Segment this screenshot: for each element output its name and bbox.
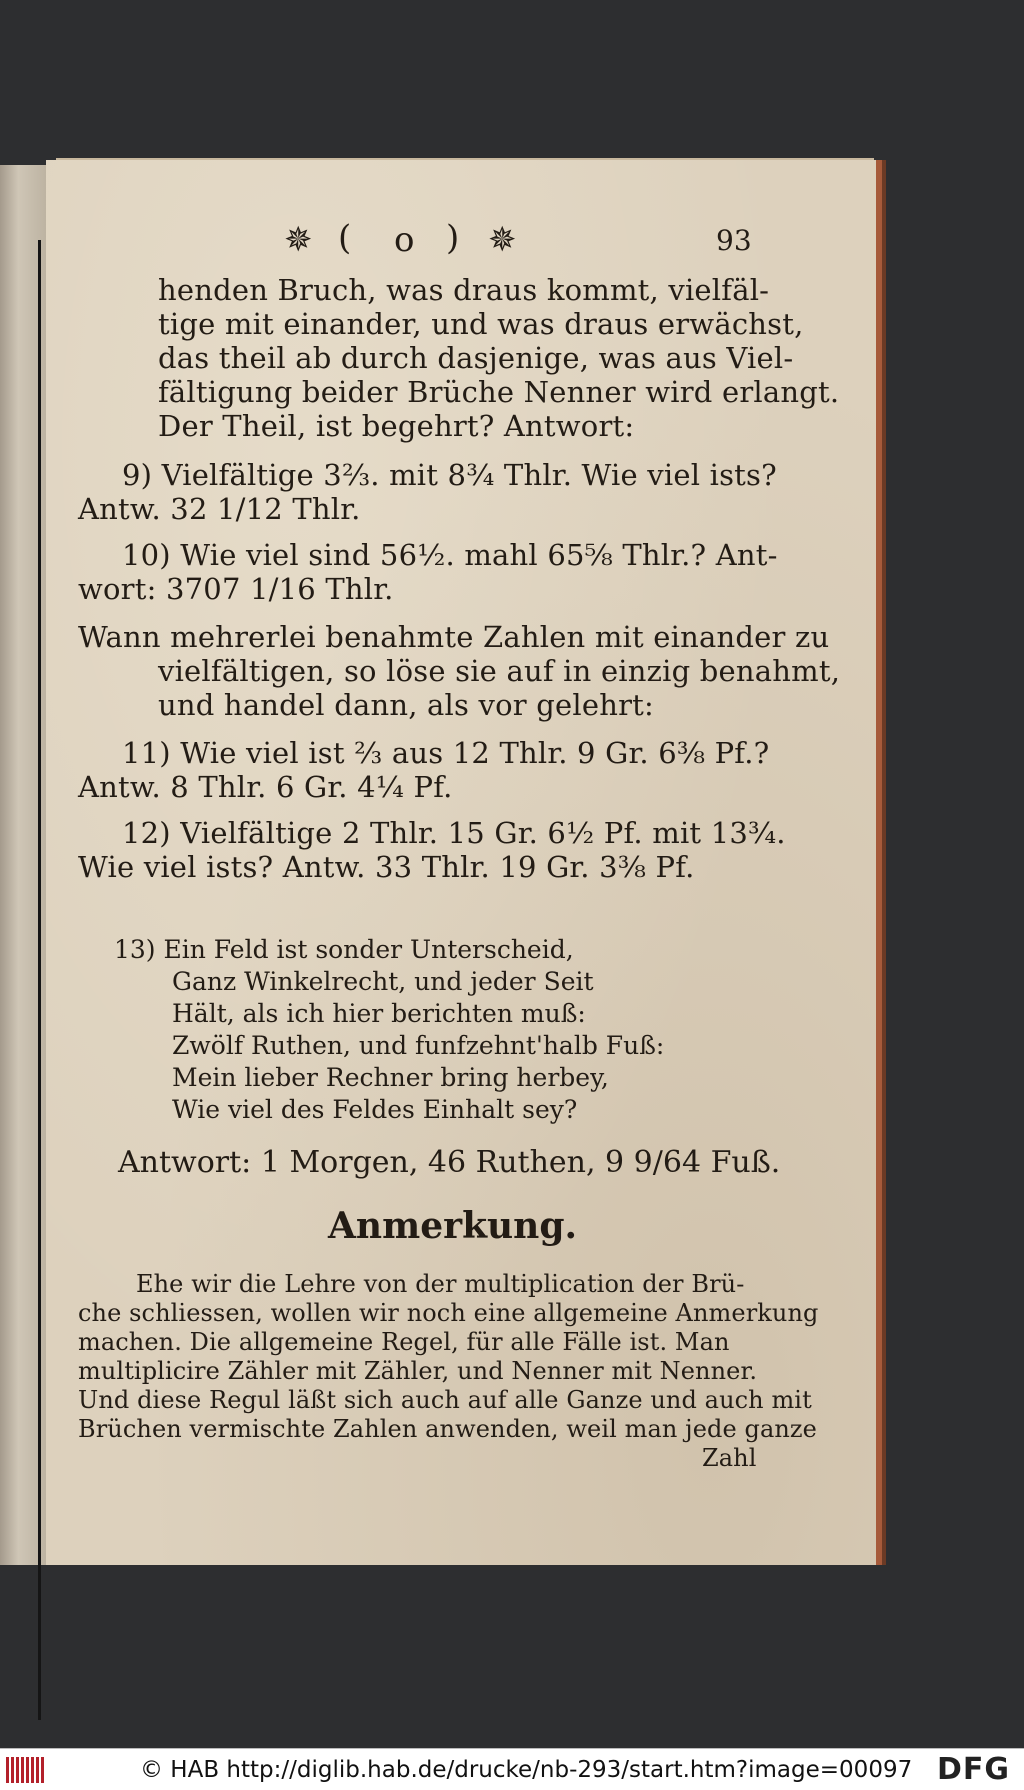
- text-line: tige mit einander, und was draus erwächst,: [158, 307, 804, 341]
- catchword: Zahl: [702, 1444, 757, 1472]
- dfg-logo: DFG: [936, 1752, 1010, 1787]
- text-line: Antw. 8 Thlr. 6 Gr. 4¼ Pf.: [78, 770, 453, 804]
- viewer-footer: [0, 1748, 1024, 1790]
- paren-right: ): [446, 218, 460, 258]
- hab-logo-icon: [6, 1757, 46, 1783]
- ornament-right-icon: ✵: [488, 220, 517, 260]
- verse-line: Zwölf Ruthen, und funfzehnt'halb Fuß:: [172, 1031, 665, 1060]
- text-line: 10) Wie viel sind 56½. mahl 65⅝ Thlr.? Ant-: [122, 538, 778, 572]
- verse-line: Hält, als ich hier berichten muß:: [172, 999, 586, 1028]
- text-line: das theil ab durch dasjenige, was aus Viel-: [158, 341, 794, 375]
- text-line: Ehe wir die Lehre von der multiplication der Brü-: [136, 1270, 745, 1298]
- text-line: Wann mehrerlei benahmte Zahlen mit einander zu: [78, 620, 830, 654]
- text-line: 9) Vielfältige 3⅔. mit 8¾ Thlr. Wie viel ists?: [122, 458, 777, 492]
- text-line: Und diese Regul läßt sich auch auf alle Ganze und auch mit: [78, 1386, 812, 1414]
- book-page: [46, 160, 876, 1565]
- paren-left: (: [338, 218, 352, 258]
- text-line: fältigung beider Brüche Nenner wird erlangt.: [158, 375, 840, 409]
- answer-13: Antwort: 1 Morgen, 46 Ruthen, 9 9/64 Fuß.: [118, 1145, 781, 1180]
- text-line: che schliessen, wollen wir noch eine allgemeine Anmerkung: [78, 1299, 819, 1327]
- header-center: o: [394, 220, 415, 260]
- text-line: multiplicire Zähler mit Zähler, und Nenner mit Nenner.: [78, 1357, 758, 1385]
- verse-line: Mein lieber Rechner bring herbey,: [172, 1063, 609, 1092]
- verse-line: Ganz Winkelrecht, und jeder Seit: [172, 967, 594, 996]
- text-line: und handel dann, als vor gelehrt:: [158, 688, 654, 722]
- verse-line: 13) Ein Feld ist sonder Unterscheid,: [114, 935, 574, 964]
- text-line: Der Theil, ist begehrt? Antwort:: [158, 409, 635, 443]
- note-heading: Anmerkung.: [328, 1205, 578, 1247]
- text-line: wort: 3707 1/16 Thlr.: [78, 572, 394, 606]
- text-line: machen. Die allgemeine Regel, für alle Fälle ist. Man: [78, 1328, 730, 1356]
- text-line: 11) Wie viel ist ⅔ aus 12 Thlr. 9 Gr. 6⅜ Pf.?: [122, 736, 770, 770]
- text-line: Wie viel ists? Antw. 33 Thlr. 19 Gr. 3⅜ Pf.: [78, 850, 695, 884]
- text-line: henden Bruch, was draus kommt, vielfäl-: [158, 273, 770, 307]
- text-line: Brüchen vermischte Zahlen anwenden, weil man jede ganze: [78, 1415, 817, 1443]
- page-number: 93: [716, 224, 752, 257]
- copyright-link[interactable]: © HAB http://diglib.hab.de/drucke/nb-293/start.htm?image=00097: [140, 1757, 913, 1783]
- text-line: 12) Vielfältige 2 Thlr. 15 Gr. 6½ Pf. mit 13¾.: [122, 816, 786, 850]
- book-spine: [38, 240, 41, 1720]
- verse-line: Wie viel des Feldes Einhalt sey?: [172, 1095, 578, 1124]
- text-line: Antw. 32 1/12 Thlr.: [78, 492, 361, 526]
- text-line: vielfältigen, so löse sie auf in einzig benahmt,: [158, 654, 841, 688]
- ornament-left-icon: ✵: [284, 220, 313, 260]
